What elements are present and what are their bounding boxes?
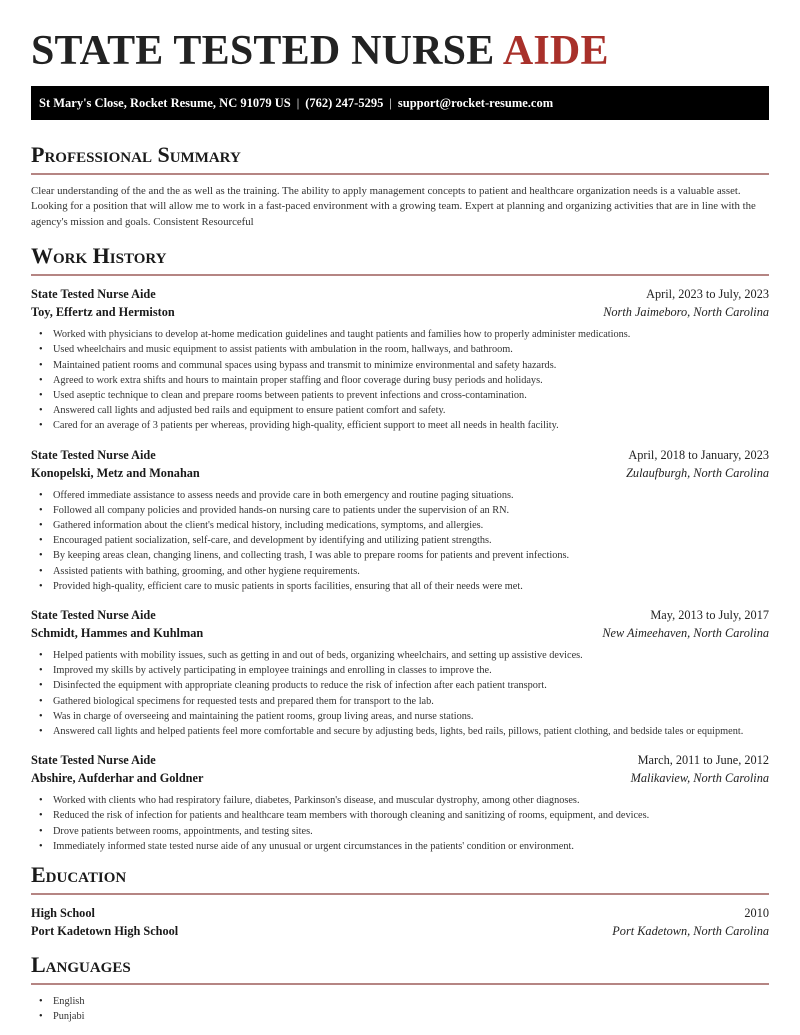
list-item: • Reduced the risk of infection for patients and healthcare team members with thorough cleaning and sanitizing of rooms, equipment, and devices. xyxy=(53,808,769,823)
section-title-summary: Professional Summary xyxy=(31,142,241,167)
list-item: • Worked with clients who had respiratory failure, diabetes, Parkinson's disease, and muscular dystrophy, among other diagnoses. xyxy=(53,793,769,808)
list-item: • Used aseptic technique to clean and prepare rooms between patients to prevent infections and cross-contamination. xyxy=(53,388,769,403)
section-divider xyxy=(31,983,769,985)
list-item: • English xyxy=(53,994,769,1009)
contact-phone[interactable]: (762) 247-5295 xyxy=(305,96,384,110)
job-location: New Aimeehaven, North Carolina xyxy=(602,626,769,641)
summary-section xyxy=(31,142,769,230)
list-item: • Used wheelchairs and music equipment to assist patients with ambulation in the room, hallways, and bathroom. xyxy=(53,342,769,357)
list-item: • Improved my skills by actively participating in employee trainings and enrolling in classes to improve the. xyxy=(53,663,769,678)
job-bullets xyxy=(31,488,769,594)
contact-email[interactable]: support@rocket-resume.com xyxy=(397,96,554,110)
job-dates: April, 2018 to January, 2023 xyxy=(628,447,769,462)
job-title: State Tested Nurse Aide xyxy=(31,753,156,768)
education-year: 2010 xyxy=(744,906,769,921)
job-bullets xyxy=(31,793,769,854)
contact-separator: | xyxy=(296,96,300,110)
job-dates: April, 2023 to July, 2023 xyxy=(646,287,769,302)
work-history-section xyxy=(31,243,769,854)
section-divider xyxy=(31,274,769,276)
list-item: • Offered immediate assistance to assess needs and provide care in both emergency and routine paging situations. xyxy=(53,488,769,503)
education-school: Port Kadetown High School xyxy=(31,924,179,939)
list-item: • Answered call lights and helped patients feel more comfortable and secure by adjusting beds, lights, bed rails, pillows, patient clothing, and bedside tales or equipment. xyxy=(53,724,769,739)
list-item: • Worked with physicians to develop at-home medication guidelines and taught patients and families how to properly administer medications. xyxy=(53,327,769,342)
list-item: • Followed all company policies and provided hands-on nursing care to patients under the supervision of an RN. xyxy=(53,503,769,518)
job-dates: March, 2011 to June, 2012 xyxy=(637,753,769,768)
section-title-languages: Languages xyxy=(31,952,131,978)
list-item: • Punjabi xyxy=(53,1009,769,1024)
languages-section xyxy=(31,952,769,1024)
education-degree: High School xyxy=(31,906,95,921)
job-location: Zulaufburgh, North Carolina xyxy=(626,465,769,480)
summary-text: Clear understanding of the and the as well as the training. The ability to apply management concepts to patient and healthcare organization needs is a valuable asset. Looking for a position that will allow me to work in a fast-paced environment with a growing team. Expert at planning and organizing activities that are in line with the agency's mission and goals. Consistent Resourceful xyxy=(31,185,756,228)
job-dates: May, 2013 to July, 2017 xyxy=(650,608,769,623)
job-entry xyxy=(31,285,769,433)
job-title: State Tested Nurse Aide xyxy=(31,608,156,623)
section-divider xyxy=(31,173,769,175)
name-main: STATE TESTED NURSE xyxy=(31,28,495,74)
section-divider xyxy=(31,893,769,895)
education-section xyxy=(31,862,769,940)
contact-separator: | xyxy=(389,96,392,110)
list-item: • Disinfected the equipment with appropriate cleaning products to reduce the risk of infection after each patient transport. xyxy=(53,678,769,693)
list-item: • Assisted patients with bathing, grooming, and other hygiene requirements. xyxy=(53,564,769,579)
job-entry xyxy=(31,446,769,594)
job-company: Konopelski, Metz and Monahan xyxy=(31,465,200,480)
job-company: Abshire, Aufderhar and Goldner xyxy=(31,771,204,786)
list-item: • Provided high-quality, efficient care to music patients in sports facilities, ensuring that all of their needs were met. xyxy=(53,579,769,594)
list-item: • Encouraged patient socialization, self-care, and development by identifying and utilizing patient strengths. xyxy=(53,533,769,548)
job-company: Schmidt, Hammes and Kuhlman xyxy=(31,626,204,641)
contact-bar xyxy=(31,86,769,120)
job-entry xyxy=(31,751,769,854)
job-company: Toy, Effertz and Hermiston xyxy=(31,305,175,320)
list-item: • Gathered information about the client's medical history, including medications, symptoms, and allergies. xyxy=(53,518,769,533)
job-location: North Jaimeboro, North Carolina xyxy=(603,305,769,320)
job-location: Malikaview, North Carolina xyxy=(630,771,769,786)
list-item: • Agreed to work extra shifts and hours to maintain proper staffing and floor coverage during busy periods and holidays. xyxy=(53,373,769,388)
section-title-education: Education xyxy=(31,862,127,888)
list-item: • Immediately informed state tested nurse aide of any unusual or urgent circumstances in the patients' condition or environment. xyxy=(53,839,769,854)
job-title: State Tested Nurse Aide xyxy=(31,447,156,462)
list-item: • Answered call lights and adjusted bed rails and equipment to ensure patient comfort and safety. xyxy=(53,403,769,418)
job-title: State Tested Nurse Aide xyxy=(31,287,156,302)
education-location: Port Kadetown, North Carolina xyxy=(612,924,769,939)
job-bullets xyxy=(31,648,769,739)
list-item: • By keeping areas clean, changing linens, and collecting trash, I was able to prepare rooms for patients and prevent infections. xyxy=(53,548,769,563)
candidate-name xyxy=(31,0,769,74)
list-item: • Drove patients between rooms, appointments, and testing sites. xyxy=(53,824,769,839)
list-item: • Cared for an average of 3 patients per whereas, providing high-quality, efficient support to meet all needs in health facility. xyxy=(53,418,769,433)
section-title-work-history: Work History xyxy=(31,243,167,269)
contact-address: St Mary's Close, Rocket Resume, NC 91079 US xyxy=(39,96,291,110)
job-bullets xyxy=(31,327,769,433)
name-accent: AIDE xyxy=(502,28,609,74)
job-entry xyxy=(31,606,769,739)
list-item: • Was in charge of overseeing and maintaining the patient rooms, group living areas, and nurse stations. xyxy=(53,709,769,724)
list-item: • Maintained patient rooms and communal spaces using bypass and transmit to minimize environmental and safety hazards. xyxy=(53,358,769,373)
list-item: • Gathered biological specimens for requested tests and prepared them for transport to the lab. xyxy=(53,694,769,709)
list-item: • Helped patients with mobility issues, such as getting in and out of beds, organizing wheelchairs, and setting up assistive devices. xyxy=(53,648,769,663)
languages-list xyxy=(31,994,769,1024)
